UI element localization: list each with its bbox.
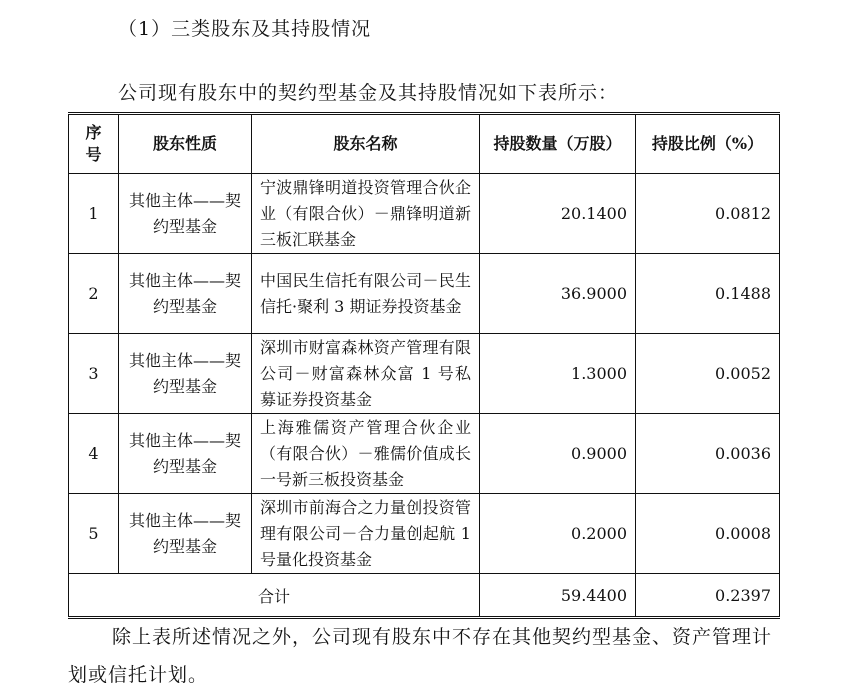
row-no: 2 xyxy=(69,254,119,334)
row-type: 其他主体——契约型基金 xyxy=(119,334,252,414)
header-shares: 持股数量（万股） xyxy=(480,114,636,174)
table-row xyxy=(69,414,780,494)
shareholder-table xyxy=(68,112,780,619)
section-heading: （1）三类股东及其持股情况 xyxy=(118,18,372,40)
row-name: 深圳市前海合之力量创投资管理有限公司－合力量创起航 1 号量化投资基金 xyxy=(252,494,480,574)
table-header-row xyxy=(69,114,780,174)
row-type: 其他主体——契约型基金 xyxy=(119,174,252,254)
table-row xyxy=(69,334,780,414)
row-shares: 1.3000 xyxy=(480,334,636,414)
row-type: 其他主体——契约型基金 xyxy=(119,254,252,334)
total-ratio: 0.2397 xyxy=(636,574,780,618)
row-type: 其他主体——契约型基金 xyxy=(119,494,252,574)
row-no: 3 xyxy=(69,334,119,414)
header-name: 股东名称 xyxy=(252,114,480,174)
row-no: 4 xyxy=(69,414,119,494)
header-type: 股东性质 xyxy=(119,114,252,174)
row-name: 上海雅儒资产管理合伙企业（有限合伙）－雅儒价值成长一号新三板投资基金 xyxy=(252,414,480,494)
row-shares: 20.1400 xyxy=(480,174,636,254)
header-ratio: 持股比例（%） xyxy=(636,114,780,174)
row-ratio: 0.0812 xyxy=(636,174,780,254)
row-type: 其他主体——契约型基金 xyxy=(119,414,252,494)
row-name: 深圳市财富森林资产管理有限公司－财富森林众富 1 号私募证券投资基金 xyxy=(252,334,480,414)
row-no: 1 xyxy=(69,174,119,254)
row-shares: 0.2000 xyxy=(480,494,636,574)
intro-paragraph: 公司现有股东中的契约型基金及其持股情况如下表所示： xyxy=(118,82,619,104)
row-shares: 36.9000 xyxy=(480,254,636,334)
row-ratio: 0.0036 xyxy=(636,414,780,494)
row-shares: 0.9000 xyxy=(480,414,636,494)
total-label: 合计 xyxy=(69,574,480,618)
row-ratio: 0.1488 xyxy=(636,254,780,334)
table-row xyxy=(69,494,780,574)
closing-paragraph: 除上表所述情况之外，公司现有股东中不存在其他契约型基金、资产管理计划或信托计划。 xyxy=(68,626,773,686)
row-ratio: 0.0052 xyxy=(636,334,780,414)
table-row xyxy=(69,174,780,254)
row-no: 5 xyxy=(69,494,119,574)
row-name: 宁波鼎锋明道投资管理合伙企业（有限合伙）－鼎锋明道新三板汇联基金 xyxy=(252,174,480,254)
row-name: 中国民生信托有限公司－民生信托·聚利 3 期证券投资基金 xyxy=(252,254,480,334)
header-no: 序号 xyxy=(69,114,119,174)
table-row xyxy=(69,254,780,334)
total-shares: 59.4400 xyxy=(480,574,636,618)
total-row xyxy=(69,574,780,618)
row-ratio: 0.0008 xyxy=(636,494,780,574)
